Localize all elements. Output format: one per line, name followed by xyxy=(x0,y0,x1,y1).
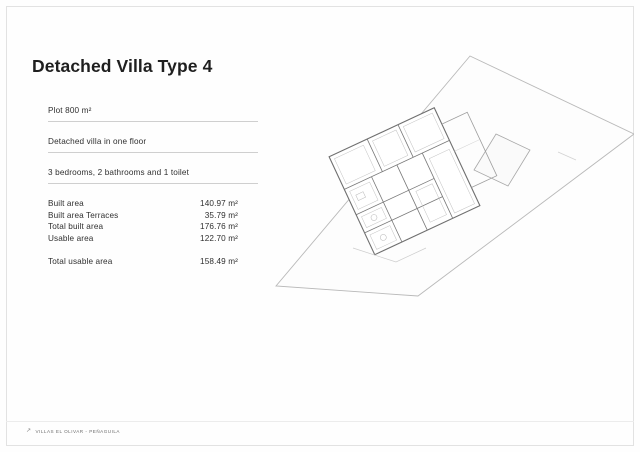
spacer xyxy=(48,244,238,256)
specifications-list xyxy=(48,104,258,184)
table-row xyxy=(48,210,238,222)
total-value: 158.49 m² xyxy=(200,257,238,267)
table-row xyxy=(48,221,238,233)
area-value: 176.76 m² xyxy=(200,222,238,232)
areas-table xyxy=(48,198,238,268)
spec-item: Detached villa in one floor xyxy=(48,135,258,153)
area-label: Usable area xyxy=(48,233,94,243)
page-title: Detached Villa Type 4 xyxy=(32,56,213,76)
area-value: 140.97 m² xyxy=(200,199,238,208)
spec-item: Plot 800 m² xyxy=(48,104,258,122)
spec-item: 3 bedrooms, 2 bathrooms and 1 toilet xyxy=(48,166,258,184)
logo-icon: ↗ xyxy=(26,428,32,434)
total-label: Total usable area xyxy=(48,257,113,267)
area-value: 122.70 m² xyxy=(200,233,238,243)
area-label: Built area Terraces xyxy=(48,210,119,220)
footer xyxy=(26,428,120,434)
area-label: Total built area xyxy=(48,222,104,232)
table-row xyxy=(48,233,238,245)
floor-plan-drawing xyxy=(258,34,634,334)
area-value: 35.79 m² xyxy=(204,210,238,220)
total-usable-row xyxy=(48,256,238,268)
footer-divider xyxy=(6,421,634,422)
footer-text: VILLAS EL OLIVAR - PEÑAGUILA xyxy=(35,428,120,434)
area-label: Built area xyxy=(48,199,84,208)
table-row xyxy=(48,198,238,210)
